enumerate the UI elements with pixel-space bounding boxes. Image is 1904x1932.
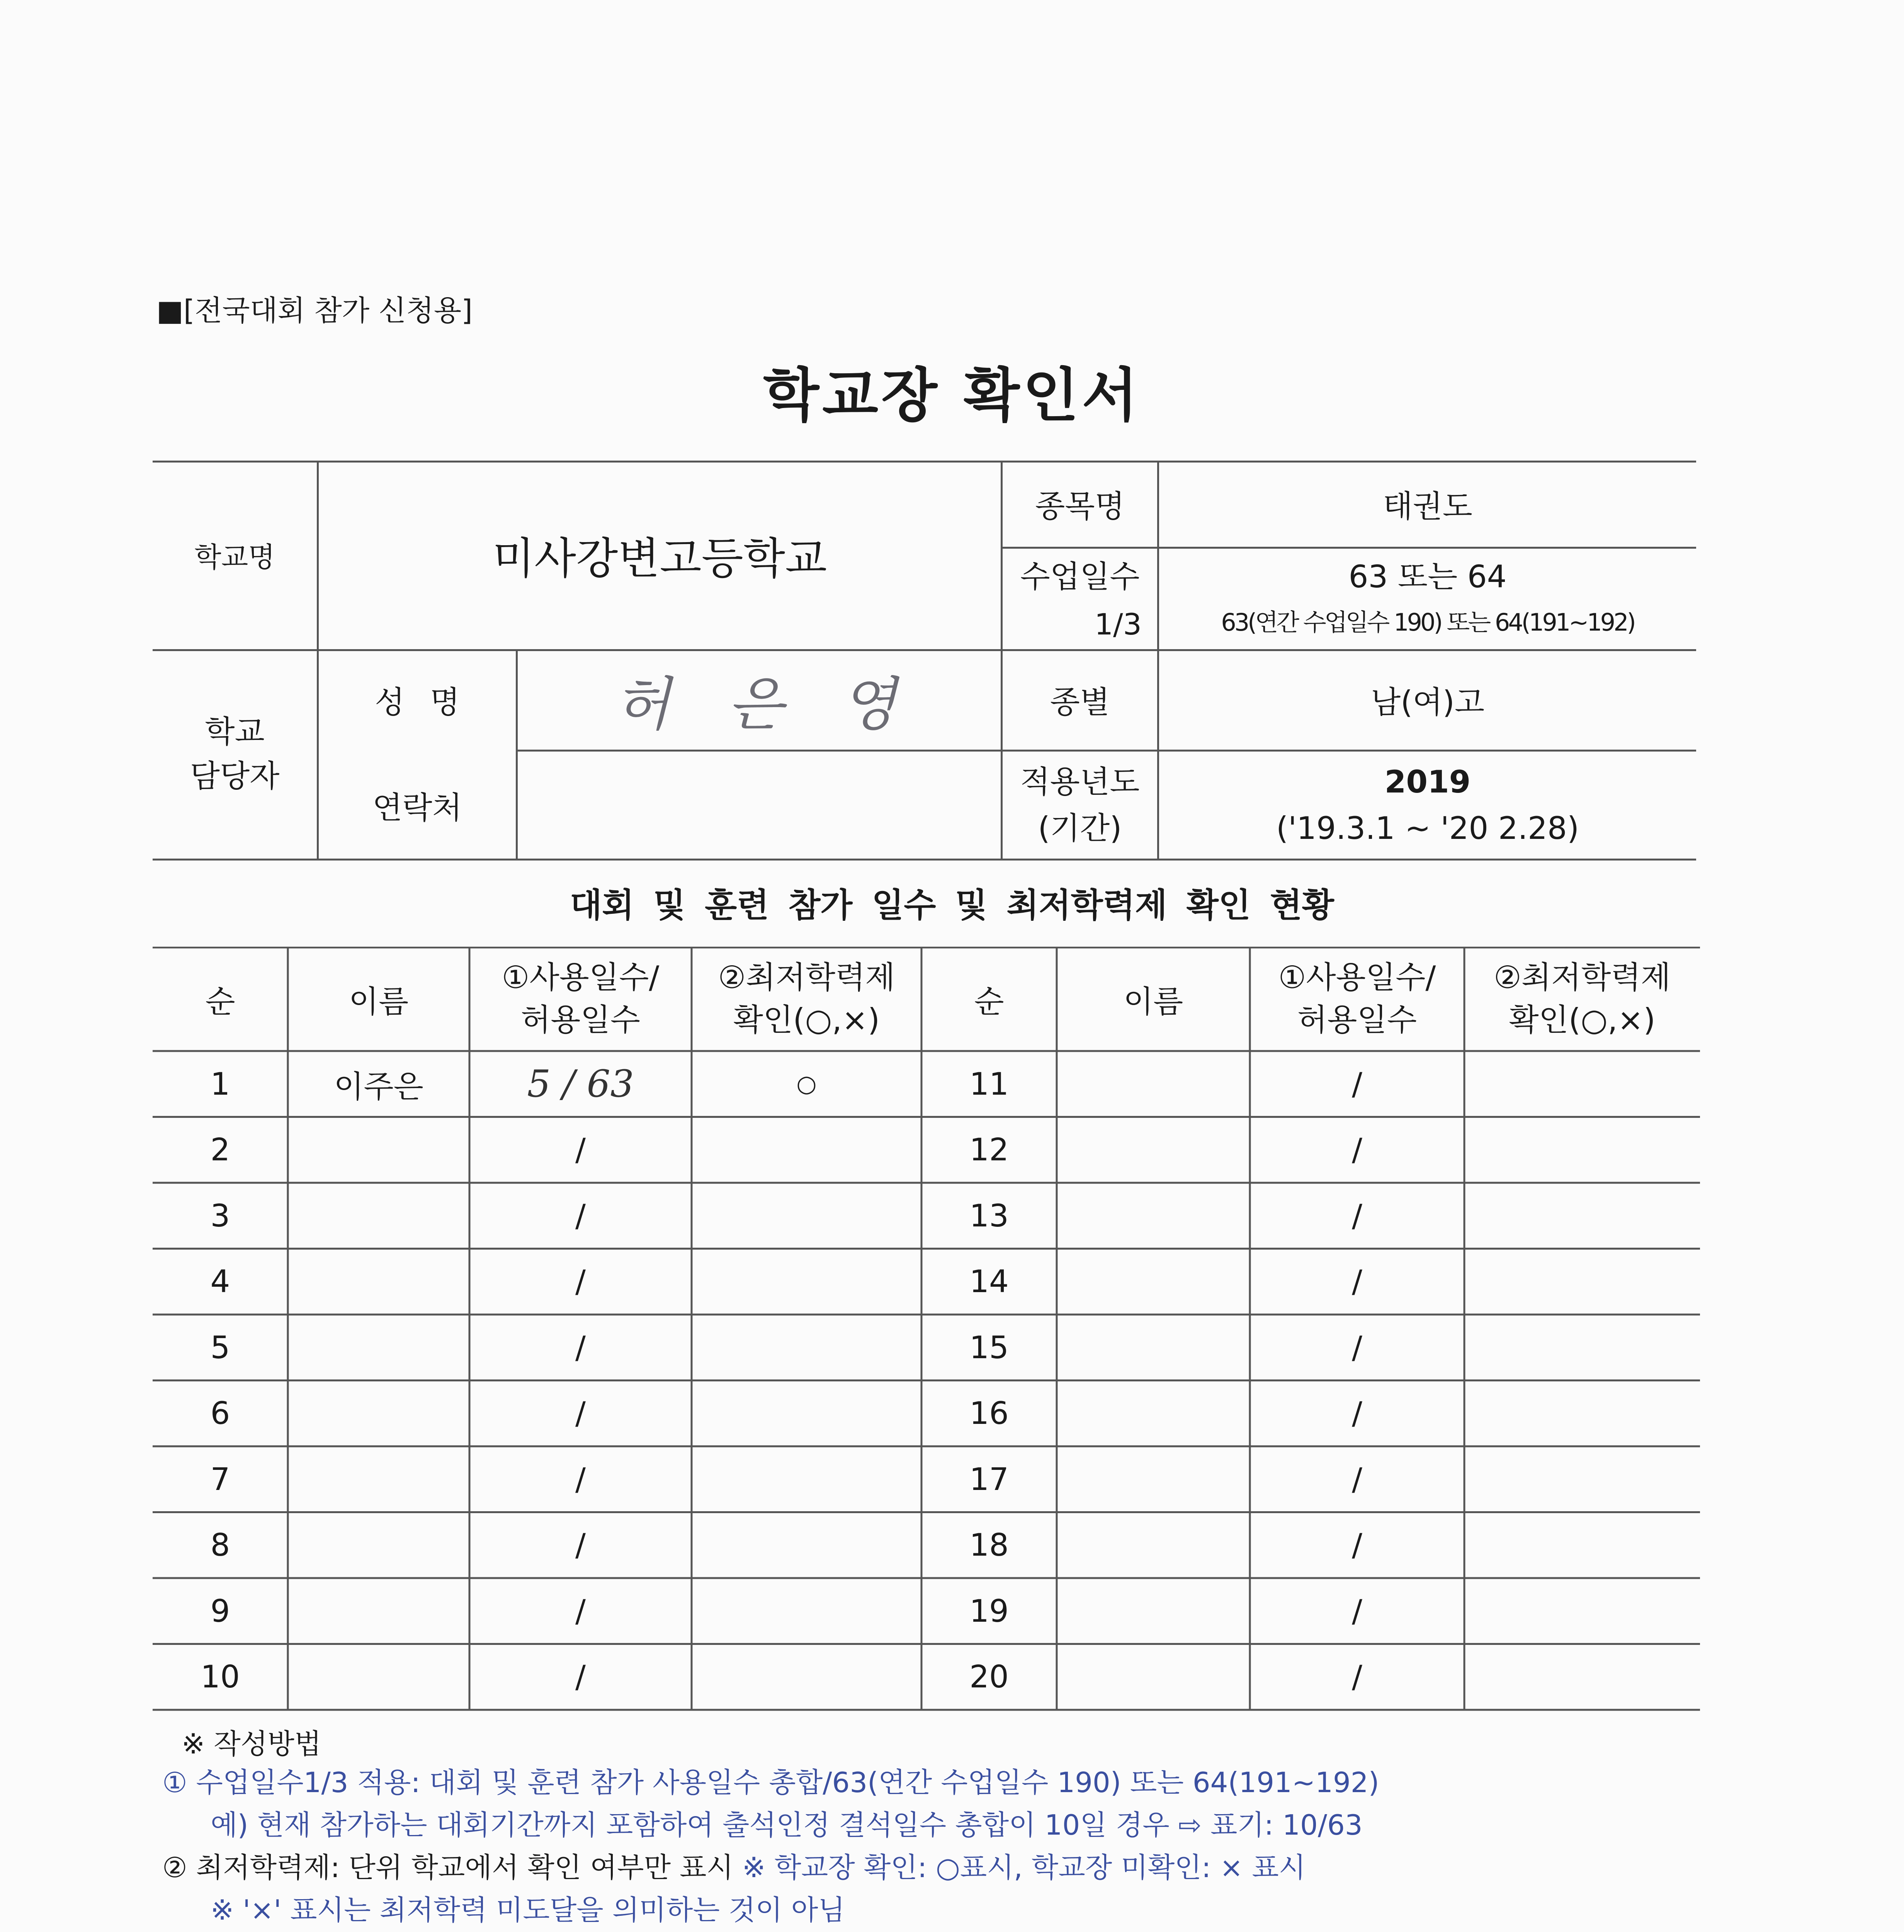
table-row-days: /	[575, 1329, 586, 1366]
table-row-name: 이주은	[334, 1068, 423, 1105]
table-row-days: /	[575, 1461, 586, 1497]
table-row-check	[1464, 1117, 1700, 1183]
table-row-name	[1057, 1051, 1250, 1117]
manager-name-handwritten: 허 은 영	[614, 671, 904, 738]
table-row-check	[1464, 1249, 1700, 1315]
page-title: 학교장 확인서	[763, 362, 1141, 429]
table-row-check: ○	[796, 1070, 817, 1098]
table-row-name	[288, 1315, 469, 1381]
gender-value: 남(여)고	[1370, 684, 1485, 720]
table-row-name	[288, 1446, 469, 1512]
table-row-number: 9	[210, 1593, 230, 1629]
table-row-number: 3	[210, 1197, 230, 1234]
table-row-number: 7	[210, 1461, 230, 1497]
form-type-tag: ■[전국대회 참가 신청용]	[156, 294, 473, 327]
sport-value: 태권도	[1383, 488, 1472, 524]
table-row-number: 16	[969, 1395, 1009, 1432]
table-row-number: 10	[201, 1659, 240, 1695]
header-check: ②최저학력제 확인(○,×)	[718, 959, 895, 1038]
manager-label: 학교 담당자	[190, 714, 280, 794]
table-row-name	[1057, 1249, 1250, 1315]
table-row-number: 12	[969, 1132, 1009, 1168]
class-days-value: 63 또는 64 63(연간 수업일수 190) 또는 64(191~192)	[1221, 558, 1634, 636]
table-row-number: 5	[210, 1329, 230, 1366]
table-row-name	[1057, 1446, 1250, 1512]
table-row-number: 19	[969, 1593, 1009, 1629]
table-row-days: /	[1352, 1659, 1362, 1695]
name-label: 성 명	[375, 684, 460, 720]
table-row-days: /	[575, 1593, 586, 1629]
section-title: 대회 및 훈련 참가 일수 및 최저학력제 확인 현황	[570, 886, 1334, 925]
table-row-days: /	[575, 1527, 586, 1563]
table-row-check	[692, 1381, 921, 1447]
table-row-number: 15	[969, 1329, 1009, 1366]
table-row-number: 8	[210, 1527, 230, 1563]
header-days: ①사용일수/ 허용일수	[502, 959, 660, 1038]
sport-label: 종목명	[1035, 488, 1125, 524]
table-row-check	[1464, 1644, 1700, 1710]
table-row-number: 2	[210, 1132, 230, 1168]
table-row-days: /	[1352, 1593, 1362, 1629]
table-row-number: 11	[969, 1066, 1009, 1102]
table-row-days: /	[575, 1132, 586, 1168]
table-row-name	[288, 1183, 469, 1249]
header-check: ②최저학력제 확인(○,×)	[1493, 959, 1671, 1038]
note-line: ① 수업일수1/3 적용: 대회 및 훈련 참가 사용일수 총합/63(연간 수업일수 190) 또는 64(191~192)	[162, 1766, 1379, 1799]
table-row-name	[288, 1117, 469, 1183]
table-row-name	[1057, 1644, 1250, 1710]
table-row-name	[1057, 1381, 1250, 1447]
table-row-check	[692, 1446, 921, 1512]
class-days-label: 수업일수 1/3	[1020, 558, 1142, 641]
table-row-number: 4	[210, 1264, 230, 1300]
school-name-label: 학교명	[194, 541, 275, 573]
school-name-value: 미사강변고등학교	[492, 533, 827, 584]
table-row-days: /	[1352, 1527, 1362, 1563]
table-row-check	[692, 1512, 921, 1578]
table-row-days[interactable]: 5 / 63	[527, 1062, 634, 1106]
header-name: 이름	[348, 983, 409, 1020]
table-row-check	[692, 1117, 921, 1183]
table-row-days: /	[1352, 1329, 1362, 1366]
table-row-name	[1057, 1315, 1250, 1381]
gender-label: 종별	[1050, 684, 1110, 720]
table-row-name	[288, 1644, 469, 1710]
table-row-name	[288, 1249, 469, 1315]
table-row-number: 20	[969, 1659, 1009, 1695]
table-row-days: /	[575, 1395, 586, 1432]
table-row-number: 18	[969, 1527, 1009, 1563]
table-row-days: /	[1352, 1264, 1362, 1300]
table-row-check	[1464, 1381, 1700, 1447]
apply-year-label: 적용년도 (기간)	[1020, 764, 1140, 846]
table-row-number: 14	[969, 1264, 1009, 1300]
header-days: ①사용일수/ 허용일수	[1278, 959, 1436, 1038]
note-line: ② 최저학력제: 단위 학교에서 확인 여부만 표시 ※ 학교장 확인: ○표시, 학교장 미확인: × 표시	[162, 1851, 1306, 1884]
table-row-number: 6	[210, 1395, 230, 1432]
table-row-days: /	[575, 1264, 586, 1300]
table-row-check	[1464, 1183, 1700, 1249]
table-row-check	[692, 1183, 921, 1249]
table-row-name	[1057, 1117, 1250, 1183]
participation-table	[153, 947, 1700, 1932]
notes-title: ※ 작성방법	[182, 1728, 321, 1760]
table-row-check	[692, 1578, 921, 1644]
table-row-days: /	[1352, 1395, 1362, 1432]
table-row-name	[1057, 1578, 1250, 1644]
table-row-number: 17	[969, 1461, 1009, 1497]
table-row-check	[692, 1644, 921, 1710]
table-row-number: 13	[969, 1197, 1009, 1234]
table-row-name	[288, 1578, 469, 1644]
apply-year-value: 2019 ('19.3.1 ~ '20 2.28)	[1276, 764, 1579, 846]
table-row-days: /	[1352, 1066, 1362, 1102]
table-row-check	[692, 1315, 921, 1381]
table-row-days: /	[575, 1659, 586, 1695]
table-row-days: /	[1352, 1197, 1362, 1234]
table-row-days: /	[575, 1197, 586, 1234]
header-no: 순	[974, 983, 1004, 1020]
table-row-days: /	[1352, 1132, 1362, 1168]
table-row-name	[288, 1381, 469, 1447]
contact-label: 연락처	[372, 790, 462, 826]
table-row-name	[1057, 1183, 1250, 1249]
table-row-name	[288, 1512, 469, 1578]
contact-value[interactable]	[518, 752, 1001, 859]
table-row-check	[1464, 1051, 1700, 1117]
note-line: 예) 현재 참가하는 대회기간까지 포함하여 출석인정 결석일수 총합이 10일 경우 ⇨ 표기: 10/63	[211, 1809, 1363, 1841]
note-line: ※ '×' 표시는 최저학력 미도달을 의미하는 것이 아님	[211, 1894, 845, 1926]
table-row-check	[692, 1249, 921, 1315]
table-row-check	[1464, 1512, 1700, 1578]
table-row-days: /	[1352, 1461, 1362, 1497]
header-name: 이름	[1123, 983, 1183, 1020]
table-row-check	[1464, 1315, 1700, 1381]
table-row-check	[1464, 1446, 1700, 1512]
table-row-number: 1	[210, 1066, 230, 1102]
header-no: 순	[205, 983, 235, 1020]
table-row-check	[1464, 1578, 1700, 1644]
table-row-name	[1057, 1512, 1250, 1578]
